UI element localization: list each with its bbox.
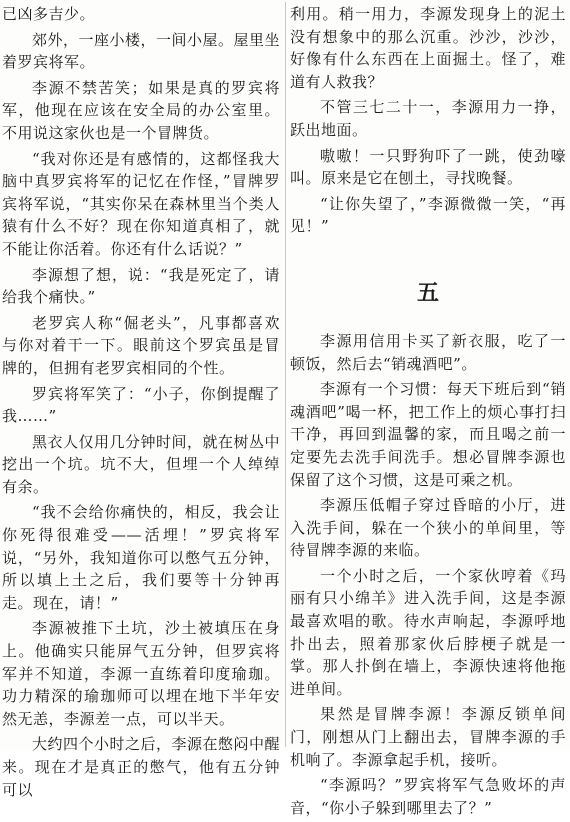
paragraph: “让你失望了，”李源微微一笑，“再见！” [290,194,566,236]
paragraph: 黑衣人仅用几分钟时间，就在树丛中挖出一个坑。坑不大，但埋一个人绰绰有余。 [2,432,281,496]
paragraph: 一个小时之后，一个家伙哼着《玛丽有只小绵羊》进入洗手间，这是李源最喜欢唱的歌。待水声响起，李源呼地扑出去，照着那家伙后脖梗子就是一掌。那人扑倒在墙上，李源快速将他拖进单间。 [290,566,566,698]
paragraph: 嗷嗷！一只野狗吓了一跳，使劲嚎叫。原来是它在刨土，寻找晚餐。 [290,146,566,188]
right-column [290,3,566,822]
paragraph: 罗宾将军笑了：“小子，你倒提醒了我……” [2,384,280,426]
paragraph: 老罗宾人称“倔老头”，凡事都喜欢与你对着干一下。眼前这个罗宾虽是冒牌的，但拥有老罗宾相同的个性。 [2,313,280,377]
paragraph: “李源吗？”罗宾将军气急败坏的声音，“你小子躲到哪里去了？” [290,776,566,817]
paragraph: 李源用信用卡买了新衣服，吃了一顿饭，然后去“销魂酒吧”。 [290,331,566,373]
chapter-heading: 五 [416,280,439,306]
paragraph: 李源想了想，说：“我是死定了，请给我个痛快。” [2,265,280,307]
left-column [2,3,280,804]
paragraph: 利用。稍一用力，李源发现身上的泥土没有想象中的那么沉重。沙沙，沙沙，好像有什么东西在上面掘土。怪了，难道有人救我？ [290,5,566,91]
paragraph: 不管三七二十一，李源用力一挣，跃出地面。 [290,98,566,139]
paragraph: 李源被推下土坑，沙土被填压在身上。他确实只能屏气五分钟，但罗宾将军并不知道，李源一直练着印度瑜珈。功力精深的瑜珈师可以埋在地下半年安然无恙，李源差一点，可以半天。 [2,619,280,728]
paragraph: 郊外，一座小楼，一间小屋。屋里坐着罗宾将军。 [2,30,281,72]
paragraph: 已凶多吉少。 [2,5,96,23]
column-divider [285,2,286,747]
paragraph: 果然是冒牌李源！李源反锁单间门，刚想从门上翻出去，冒牌李源的手机响了。李源拿起手机，接听。 [290,705,566,769]
paragraph: “我不会给你痛快的，相反，我会让你死得很难受——活埋！”罗宾将军说，“另外，我知道你可以憋气五分钟，所以填上土之后，我们要等十分钟再走。现在，请！” [2,503,280,612]
paragraph: 李源有一个习惯：每天下班后到“销魂酒吧”喝一杯，把工作上的烦心事打扫干净，再回到温馨的家，而且喝之前一定要先去洗手间洗手。想必冒牌李源也保留了这个习惯，这是可乘之机。 [290,380,566,489]
paragraph: “我对你还是有感情的，这都怪我大脑中真罗宾将军的记忆在作怪，”冒牌罗宾将军说，“其实你呆在森林里当个类人猿有什么不好？现在你知道真相了，就不能让你活着。你还有什么话说？” [2,149,280,258]
paragraph: 李源不禁苦笑；如果是真的罗宾将军，他现在应该在安全局的办公室里。不用说这家伙也是一个冒牌货。 [2,78,280,142]
paragraph: 大约四个小时之后，李源在憋闷中醒来。现在才是真正的憋气，他有五分钟可以 [2,735,281,799]
paragraph: 李源压低帽子穿过昏暗的小厅，进入洗手间，躲在一个狭小的单间里，等待冒牌李源的来临。 [290,496,566,560]
